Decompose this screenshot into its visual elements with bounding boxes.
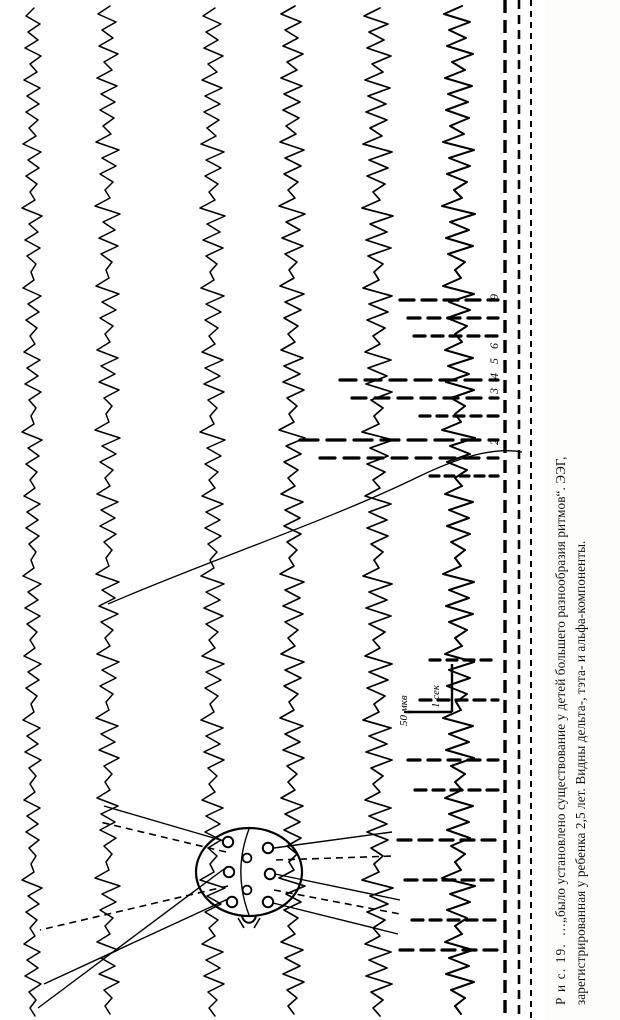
channel-label-6: 6 [487,343,501,349]
figure-caption [551,20,615,1005]
scale-bar [404,664,452,712]
scale-bar-amplitude-label: 50 мкв [398,695,410,726]
channel-label-9: 9 [487,294,501,300]
figure-number: Р и с. 19. [553,943,568,1005]
eeg-trace [442,6,475,1014]
eeg-trace [362,8,393,1016]
eeg-trace [22,8,42,1016]
scale-bar-time-label: 1 сек [430,684,442,708]
eeg-trace [95,6,120,1014]
channel-label-2: 2 [487,439,501,445]
channel-label-5: 5 [487,358,501,364]
caption-text-1: …„было установлено существование у детей большего разнообразия ритмов“. ЭЭГ, [553,456,568,937]
channel-label-4: 4 [487,373,501,379]
eeg-slow-wave-bursts [300,300,498,950]
eeg-trace [200,8,225,1016]
channel-label-3: 3 [487,388,501,394]
caption-line-1 [551,20,571,1005]
caption-line-2: зарегистрированная у ребенка 2,5 лет. Видны дельта-, тэта- и альфа-компоненты. [573,540,588,1005]
figure-caption-area [545,0,620,1020]
